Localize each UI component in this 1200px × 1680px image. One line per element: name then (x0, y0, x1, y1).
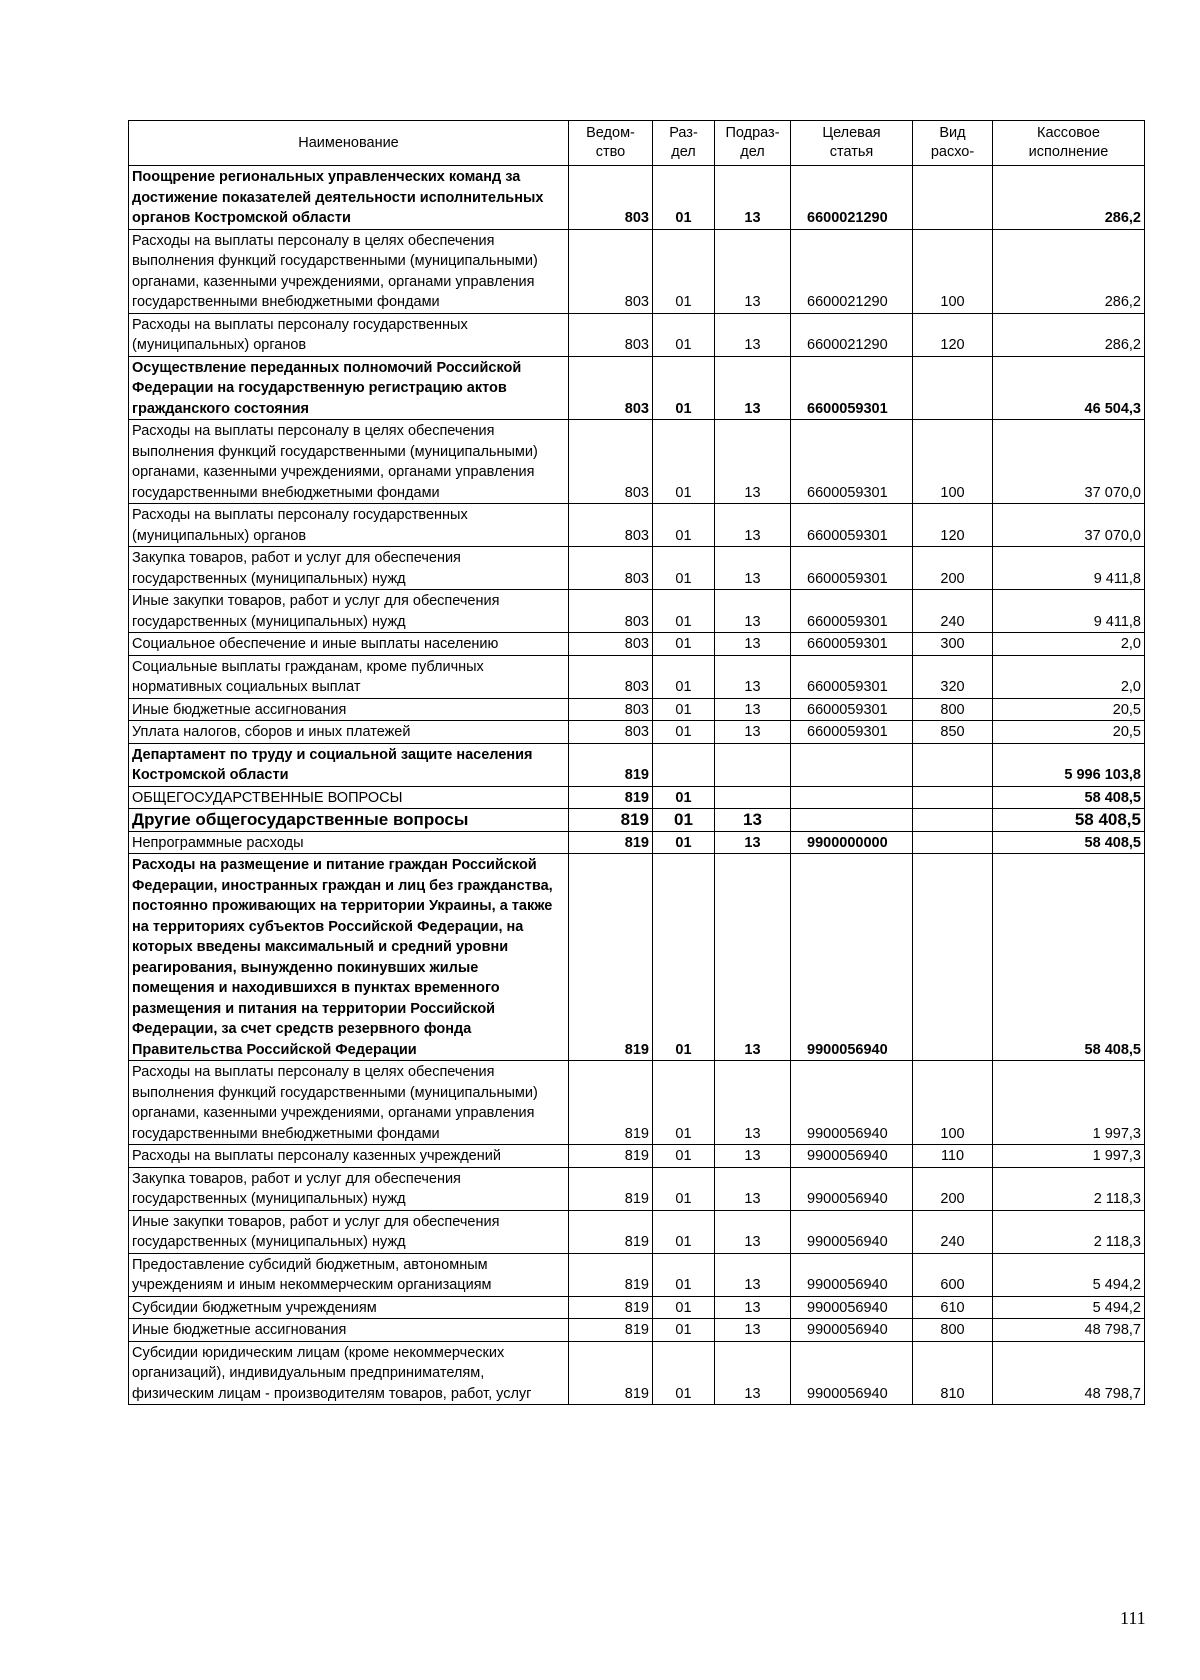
row-vid (913, 166, 993, 230)
row-vid (913, 854, 993, 1061)
header-name: Наименование (129, 121, 569, 166)
row-amount: 37 070,0 (993, 420, 1145, 504)
row-name: Социальные выплаты гражданам, кроме публичных нормативных социальных выплат (129, 655, 569, 698)
row-podrazdel: 13 (715, 854, 791, 1061)
row-razdel: 01 (653, 590, 715, 633)
row-razdel: 01 (653, 633, 715, 656)
row-amount: 2,0 (993, 655, 1145, 698)
row-target: 6600021290 (791, 166, 913, 230)
row-ved: 819 (569, 1319, 653, 1342)
row-ved: 803 (569, 633, 653, 656)
row-vid (913, 356, 993, 420)
row-razdel: 01 (653, 1061, 715, 1145)
row-amount: 5 494,2 (993, 1253, 1145, 1296)
row-razdel: 01 (653, 698, 715, 721)
row-target: 6600059301 (791, 721, 913, 744)
row-target: 9900056940 (791, 1296, 913, 1319)
row-razdel: 01 (653, 313, 715, 356)
row-vid: 100 (913, 1061, 993, 1145)
row-ved: 819 (569, 809, 653, 832)
row-vid: 810 (913, 1341, 993, 1405)
row-vid: 300 (913, 633, 993, 656)
row-razdel: 01 (653, 547, 715, 590)
row-podrazdel: 13 (715, 1319, 791, 1342)
row-podrazdel (715, 786, 791, 809)
row-ved: 803 (569, 721, 653, 744)
row-razdel: 01 (653, 1319, 715, 1342)
row-podrazdel (715, 743, 791, 786)
row-name: Закупка товаров, работ и услуг для обеспечения государственных (муниципальных) нужд (129, 547, 569, 590)
row-razdel: 01 (653, 809, 715, 832)
header-podrazdel: Подраз- дел (715, 121, 791, 166)
row-amount: 58 408,5 (993, 809, 1145, 832)
table-row (129, 166, 1145, 230)
row-name: Поощрение региональных управленческих команд за достижение показателей деятельности исполнительных органов Костромской области (129, 166, 569, 230)
row-name: Департамент по труду и социальной защите населения Костромской области (129, 743, 569, 786)
row-podrazdel: 13 (715, 809, 791, 832)
row-amount: 5 494,2 (993, 1296, 1145, 1319)
row-target: 9900000000 (791, 831, 913, 854)
table-row (129, 1319, 1145, 1342)
row-target: 9900056940 (791, 1167, 913, 1210)
row-target: 6600059301 (791, 633, 913, 656)
row-razdel (653, 743, 715, 786)
row-podrazdel: 13 (715, 1167, 791, 1210)
row-amount: 58 408,5 (993, 786, 1145, 809)
row-vid: 800 (913, 1319, 993, 1342)
row-target: 6600059301 (791, 590, 913, 633)
row-name: Расходы на размещение и питание граждан Российской Федерации, иностранных граждан и лиц без гражданства, постоянно проживающих на территории Украины, а также на территориях субъектов Российской Федерации, на которых введены максимальный и средний уровни реагирования, вынужденно покинувших жилые помещения и находившихся в пунктах временного размещения и питания на территории Российской Федерации, за счет средств резервного фонда Правительства Российской Федерации (129, 854, 569, 1061)
row-ved: 803 (569, 420, 653, 504)
row-target: 9900056940 (791, 1319, 913, 1342)
table-row (129, 420, 1145, 504)
row-podrazdel: 13 (715, 698, 791, 721)
row-amount: 58 408,5 (993, 854, 1145, 1061)
row-ved: 819 (569, 743, 653, 786)
row-podrazdel: 13 (715, 420, 791, 504)
table-row (129, 831, 1145, 854)
row-razdel: 01 (653, 229, 715, 313)
table-header-row (129, 121, 1145, 166)
table-row (129, 721, 1145, 744)
table-row (129, 229, 1145, 313)
row-razdel: 01 (653, 786, 715, 809)
row-name: Предоставление субсидий бюджетным, автономным учреждениям и иным некоммерческим организациям (129, 1253, 569, 1296)
row-podrazdel: 13 (715, 721, 791, 744)
row-razdel: 01 (653, 1253, 715, 1296)
row-name: Социальное обеспечение и иные выплаты населению (129, 633, 569, 656)
row-podrazdel: 13 (715, 633, 791, 656)
row-razdel: 01 (653, 1341, 715, 1405)
row-amount: 2 118,3 (993, 1167, 1145, 1210)
row-ved: 819 (569, 1296, 653, 1319)
row-razdel: 01 (653, 655, 715, 698)
row-vid: 200 (913, 1167, 993, 1210)
row-razdel: 01 (653, 1167, 715, 1210)
header-razdel: Раз- дел (653, 121, 715, 166)
row-vid (913, 786, 993, 809)
row-target: 9900056940 (791, 1145, 913, 1168)
row-name: Субсидии юридическим лицам (кроме некоммерческих организаций), индивидуальным предпринимателям, физическим лицам - производителям товаров, работ, услуг (129, 1341, 569, 1405)
row-ved: 803 (569, 655, 653, 698)
row-podrazdel: 13 (715, 1253, 791, 1296)
row-amount: 1 997,3 (993, 1061, 1145, 1145)
row-podrazdel: 13 (715, 504, 791, 547)
header-amount: Кассовое исполнение (993, 121, 1145, 166)
row-name: Иные закупки товаров, работ и услуг для обеспечения государственных (муниципальных) нужд (129, 1210, 569, 1253)
row-podrazdel: 13 (715, 1145, 791, 1168)
row-vid (913, 809, 993, 832)
row-name: Иные бюджетные ассигнования (129, 1319, 569, 1342)
row-ved: 803 (569, 504, 653, 547)
row-target (791, 809, 913, 832)
row-name: Субсидии бюджетным учреждениям (129, 1296, 569, 1319)
row-ved: 803 (569, 229, 653, 313)
row-razdel: 01 (653, 721, 715, 744)
row-amount: 48 798,7 (993, 1319, 1145, 1342)
row-podrazdel: 13 (715, 655, 791, 698)
row-target: 6600059301 (791, 655, 913, 698)
row-name: Расходы на выплаты персоналу казенных учреждений (129, 1145, 569, 1168)
table-row (129, 698, 1145, 721)
row-amount: 58 408,5 (993, 831, 1145, 854)
row-vid: 240 (913, 590, 993, 633)
row-vid (913, 743, 993, 786)
row-ved: 819 (569, 1253, 653, 1296)
table-row (129, 809, 1145, 832)
table-row (129, 854, 1145, 1061)
row-vid: 120 (913, 313, 993, 356)
row-vid: 320 (913, 655, 993, 698)
row-razdel: 01 (653, 166, 715, 230)
table-row (129, 590, 1145, 633)
row-name: Расходы на выплаты персоналу в целях обеспечения выполнения функций государственными (муниципальными) органами, казенными учреждениями, органами управления государственными внебюджетными фондами (129, 229, 569, 313)
table-row (129, 655, 1145, 698)
row-ved: 803 (569, 698, 653, 721)
row-target: 9900056940 (791, 1341, 913, 1405)
budget-table-container (128, 120, 1144, 1405)
table-row (129, 1341, 1145, 1405)
row-razdel: 01 (653, 1145, 715, 1168)
row-target: 9900056940 (791, 854, 913, 1061)
row-vid: 850 (913, 721, 993, 744)
table-row (129, 786, 1145, 809)
row-amount: 37 070,0 (993, 504, 1145, 547)
row-ved: 819 (569, 831, 653, 854)
row-ved: 819 (569, 786, 653, 809)
row-target: 9900056940 (791, 1210, 913, 1253)
row-amount: 46 504,3 (993, 356, 1145, 420)
table-row (129, 1167, 1145, 1210)
table-row (129, 1210, 1145, 1253)
header-ved: Ведом- ство (569, 121, 653, 166)
row-target (791, 786, 913, 809)
row-razdel: 01 (653, 831, 715, 854)
row-name: Иные закупки товаров, работ и услуг для обеспечения государственных (муниципальных) нужд (129, 590, 569, 633)
row-razdel: 01 (653, 504, 715, 547)
row-amount: 20,5 (993, 698, 1145, 721)
row-razdel: 01 (653, 1210, 715, 1253)
table-row (129, 313, 1145, 356)
row-target (791, 743, 913, 786)
row-vid: 600 (913, 1253, 993, 1296)
row-amount: 5 996 103,8 (993, 743, 1145, 786)
row-vid: 100 (913, 229, 993, 313)
row-name: Иные бюджетные ассигнования (129, 698, 569, 721)
table-row (129, 743, 1145, 786)
row-vid: 120 (913, 504, 993, 547)
table-row (129, 504, 1145, 547)
row-podrazdel: 13 (715, 166, 791, 230)
row-razdel: 01 (653, 854, 715, 1061)
row-amount: 286,2 (993, 229, 1145, 313)
row-ved: 819 (569, 1341, 653, 1405)
table-row (129, 1296, 1145, 1319)
row-target: 6600059301 (791, 547, 913, 590)
row-amount: 48 798,7 (993, 1341, 1145, 1405)
row-vid: 200 (913, 547, 993, 590)
row-podrazdel: 13 (715, 1061, 791, 1145)
table-row (129, 633, 1145, 656)
row-ved: 803 (569, 590, 653, 633)
table-row (129, 547, 1145, 590)
row-target: 6600059301 (791, 504, 913, 547)
row-target: 6600021290 (791, 229, 913, 313)
row-podrazdel: 13 (715, 1210, 791, 1253)
row-vid (913, 831, 993, 854)
row-name: Уплата налогов, сборов и иных платежей (129, 721, 569, 744)
row-amount: 286,2 (993, 313, 1145, 356)
row-target: 6600059301 (791, 356, 913, 420)
row-podrazdel: 13 (715, 229, 791, 313)
row-vid: 110 (913, 1145, 993, 1168)
header-target: Целевая статья (791, 121, 913, 166)
row-ved: 803 (569, 166, 653, 230)
row-podrazdel: 13 (715, 1296, 791, 1319)
row-podrazdel: 13 (715, 313, 791, 356)
row-name: ОБЩЕГОСУДАРСТВЕННЫЕ ВОПРОСЫ (129, 786, 569, 809)
row-vid: 610 (913, 1296, 993, 1319)
row-target: 6600059301 (791, 420, 913, 504)
row-target: 6600059301 (791, 698, 913, 721)
row-ved: 803 (569, 356, 653, 420)
row-vid: 240 (913, 1210, 993, 1253)
row-name: Осуществление переданных полномочий Российской Федерации на государственную регистрацию актов гражданского состояния (129, 356, 569, 420)
row-target: 6600021290 (791, 313, 913, 356)
row-podrazdel: 13 (715, 356, 791, 420)
row-amount: 20,5 (993, 721, 1145, 744)
row-ved: 819 (569, 1210, 653, 1253)
row-name: Непрограммные расходы (129, 831, 569, 854)
row-target: 9900056940 (791, 1061, 913, 1145)
page-number: 111 (1120, 1608, 1146, 1628)
row-podrazdel: 13 (715, 590, 791, 633)
row-amount: 9 411,8 (993, 547, 1145, 590)
row-podrazdel: 13 (715, 831, 791, 854)
table-row (129, 1061, 1145, 1145)
row-amount: 286,2 (993, 166, 1145, 230)
row-podrazdel: 13 (715, 1341, 791, 1405)
row-podrazdel: 13 (715, 547, 791, 590)
row-amount: 9 411,8 (993, 590, 1145, 633)
row-razdel: 01 (653, 1296, 715, 1319)
row-ved: 819 (569, 1167, 653, 1210)
table-row (129, 1145, 1145, 1168)
row-razdel: 01 (653, 420, 715, 504)
row-name: Другие общегосударственные вопросы (129, 809, 569, 832)
row-razdel: 01 (653, 356, 715, 420)
table-row (129, 356, 1145, 420)
header-vid: Вид расхо- (913, 121, 993, 166)
table-row (129, 1253, 1145, 1296)
row-ved: 819 (569, 854, 653, 1061)
row-name: Закупка товаров, работ и услуг для обеспечения государственных (муниципальных) нужд (129, 1167, 569, 1210)
row-name: Расходы на выплаты персоналу государственных (муниципальных) органов (129, 504, 569, 547)
row-amount: 2,0 (993, 633, 1145, 656)
row-ved: 819 (569, 1061, 653, 1145)
row-target: 9900056940 (791, 1253, 913, 1296)
row-name: Расходы на выплаты персоналу государственных (муниципальных) органов (129, 313, 569, 356)
row-amount: 1 997,3 (993, 1145, 1145, 1168)
row-ved: 819 (569, 1145, 653, 1168)
row-vid: 800 (913, 698, 993, 721)
row-name: Расходы на выплаты персоналу в целях обеспечения выполнения функций государственными (муниципальными) органами, казенными учреждениями, органами управления государственными внебюджетными фондами (129, 1061, 569, 1145)
row-vid: 100 (913, 420, 993, 504)
row-amount: 2 118,3 (993, 1210, 1145, 1253)
budget-table (128, 120, 1145, 1405)
row-ved: 803 (569, 547, 653, 590)
row-ved: 803 (569, 313, 653, 356)
row-name: Расходы на выплаты персоналу в целях обеспечения выполнения функций государственными (муниципальными) органами, казенными учреждениями, органами управления государственными внебюджетными фондами (129, 420, 569, 504)
